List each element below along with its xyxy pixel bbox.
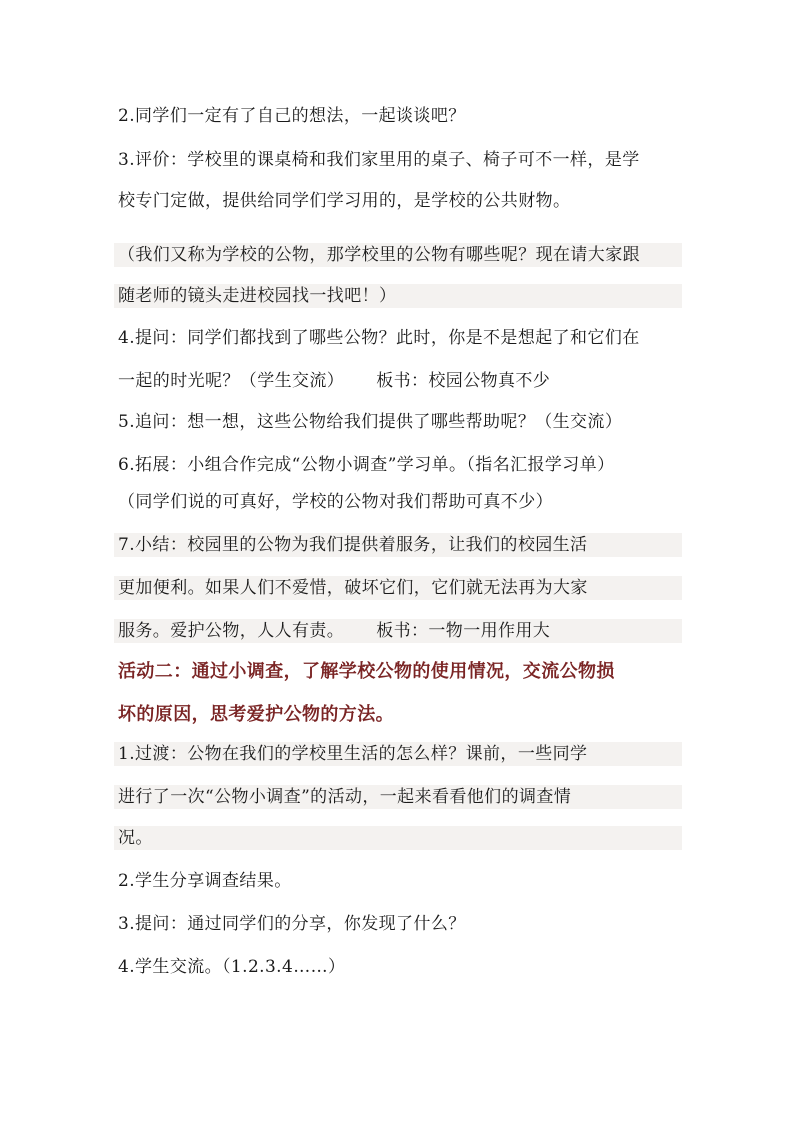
paragraph-text: 一起的时光呢？（学生交流） — [118, 371, 345, 391]
paragraph-line: 随老师的镜头走进校园找一找吧！） — [114, 284, 682, 308]
paragraph-line: 况。 — [114, 826, 682, 850]
paragraph-line: 4.提问：同学们都找到了哪些公物？此时，你是不是想起了和它们在 — [118, 328, 640, 348]
paragraph-line: （同学们说的可真好，学校的公物对我们帮助可真不少） — [118, 492, 553, 512]
section-heading: 坏的原因，思考爱护公物的方法。 — [118, 704, 394, 725]
paragraph-line: 3.评价：学校里的课桌椅和我们家里用的桌子、椅子可不一样，是学 — [118, 150, 640, 170]
paragraph-line: 7.小结：校园里的公物为我们提供着服务，让我们的校园生活 — [114, 533, 682, 557]
paragraph-line: 进行了一次“公物小调查”的活动，一起来看看他们的调查情 — [114, 785, 682, 809]
blackboard-note: 板书：一物一用作用大 — [376, 621, 551, 641]
paragraph-line: 3.提问：通过同学们的分享，你发现了什么？ — [118, 914, 466, 934]
paragraph-line: 5.追问：想一想，这些公物给我们提供了哪些帮助呢？（生交流） — [118, 412, 623, 432]
paragraph-line — [118, 369, 678, 393]
paragraph-text: 服务。爱护公物，人人有责。 — [118, 621, 345, 641]
paragraph-line: 4.学生交流。（1.2.3.4……） — [118, 957, 346, 977]
paragraph-line: 1.过渡：公物在我们的学校里生活的怎么样？课前，一些同学 — [114, 742, 682, 766]
paragraph-line: 更加便利。如果人们不爱惜，破坏它们，它们就无法再为大家 — [114, 576, 682, 600]
blackboard-note: 板书：校园公物真不少 — [376, 371, 551, 391]
paragraph-line — [114, 619, 682, 643]
paragraph-line: （我们又称为学校的公物，那学校里的公物有哪些呢？现在请大家跟 — [114, 243, 682, 267]
section-heading: 活动二：通过小调查，了解学校公物的使用情况，交流公物损 — [118, 661, 615, 682]
paragraph-line: 6.拓展：小组合作完成“公物小调查”学习单。（指名汇报学习单） — [118, 455, 615, 475]
paragraph-line: 2.学生分享调查结果。 — [118, 871, 292, 891]
paragraph-line: 校专门定做，提供给同学们学习用的，是学校的公共财物。 — [118, 191, 571, 211]
paragraph-line: 2.同学们一定有了自己的想法，一起谈谈吧？ — [118, 106, 466, 126]
